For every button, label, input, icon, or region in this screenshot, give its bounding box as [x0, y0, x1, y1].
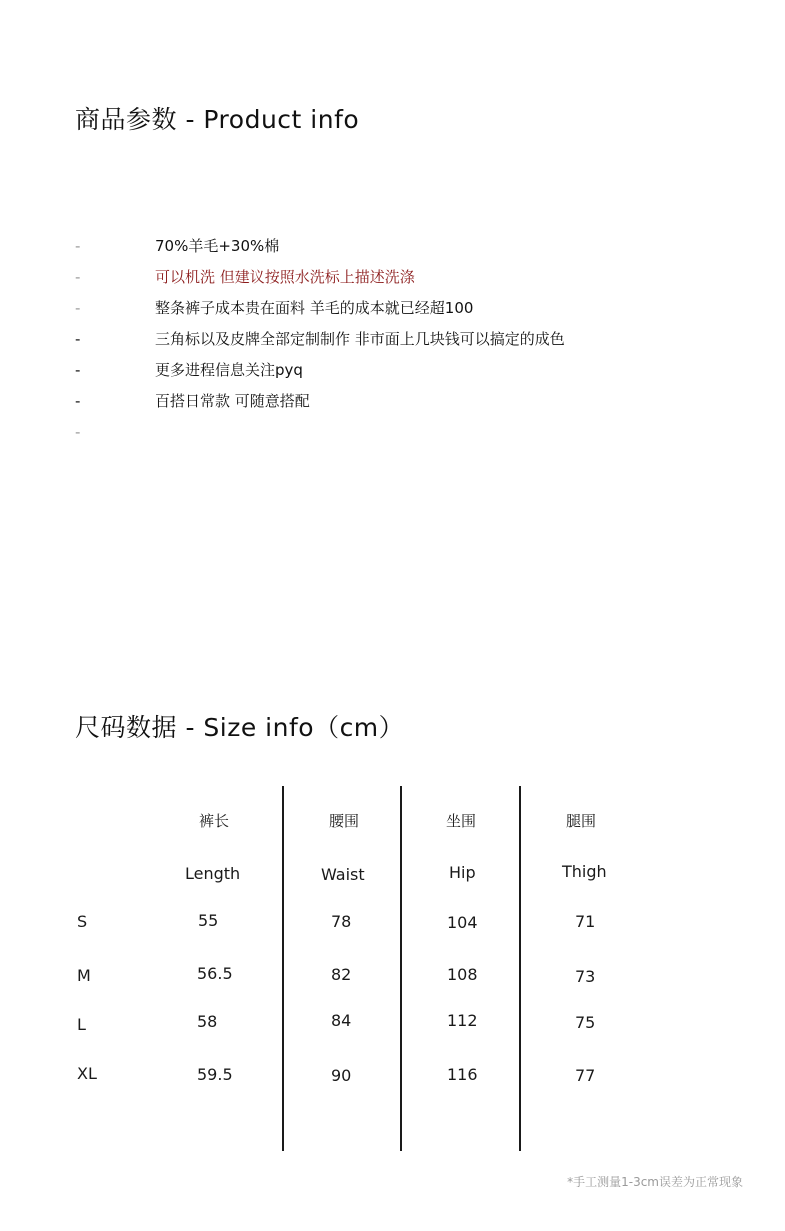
header-en-hip: Hip: [449, 863, 476, 882]
header-en-thigh: Thigh: [562, 862, 607, 881]
size-label: XL: [77, 1064, 97, 1083]
info-text-highlight: 可以机洗 但建议按照水洗标上描述洗涤: [155, 268, 415, 286]
cell-length: 59.5: [197, 1065, 233, 1084]
header-zh-hip: 坐围: [446, 812, 477, 830]
cell-hip: 108: [447, 965, 478, 984]
info-text: 更多进程信息关注pyq: [155, 361, 303, 379]
cell-thigh: 75: [575, 1013, 596, 1032]
table-column-divider: [400, 786, 402, 1151]
cell-waist: 82: [331, 965, 352, 984]
info-item: [0, 422, 785, 446]
info-text: 百搭日常款 可随意搭配: [155, 392, 310, 410]
header-en-length: Length: [185, 864, 241, 883]
cell-hip: 104: [447, 913, 478, 932]
info-item: [0, 391, 785, 415]
cell-thigh: 73: [575, 967, 596, 986]
cell-length: 55: [198, 911, 219, 930]
info-bullet: -: [75, 237, 81, 255]
size-info-title: 尺码数据 - Size info（cm）: [75, 713, 405, 742]
header-zh-thigh: 腿围: [566, 812, 597, 830]
info-bullet: -: [75, 330, 81, 348]
product-info-title: 商品参数 - Product info: [75, 105, 360, 134]
cell-hip: 116: [447, 1065, 478, 1084]
size-label: L: [77, 1015, 86, 1034]
info-bullet: -: [75, 361, 81, 379]
table-column-divider: [519, 786, 521, 1151]
info-text: 70%羊毛+30%棉: [155, 237, 280, 255]
cell-length: 56.5: [197, 964, 233, 983]
info-text: 三角标以及皮牌全部定制制作 非市面上几块钱可以搞定的成色: [155, 330, 565, 348]
cell-hip: 112: [447, 1011, 478, 1030]
size-label: S: [77, 912, 88, 931]
info-item: [0, 236, 785, 260]
info-item: [0, 298, 785, 322]
info-bullet: -: [75, 423, 81, 441]
info-bullet: -: [75, 268, 81, 286]
cell-waist: 90: [331, 1066, 352, 1085]
cell-waist: 84: [331, 1011, 352, 1030]
cell-thigh: 71: [575, 912, 596, 931]
info-bullet: -: [75, 392, 81, 410]
info-item: [0, 360, 785, 384]
header-zh-length: 裤长: [199, 812, 230, 830]
measurement-note: *手工测量1-3cm误差为正常现象: [567, 1175, 743, 1189]
size-label: M: [77, 966, 91, 985]
header-zh-waist: 腰围: [329, 812, 360, 830]
info-text: 整条裤子成本贵在面料 羊毛的成本就已经超100: [155, 299, 474, 317]
cell-thigh: 77: [575, 1066, 596, 1085]
table-column-divider: [282, 786, 284, 1151]
cell-waist: 78: [331, 912, 352, 931]
info-item: [0, 329, 785, 353]
info-item: [0, 267, 785, 291]
header-en-waist: Waist: [321, 865, 365, 884]
info-bullet: -: [75, 299, 81, 317]
cell-length: 58: [197, 1012, 218, 1031]
